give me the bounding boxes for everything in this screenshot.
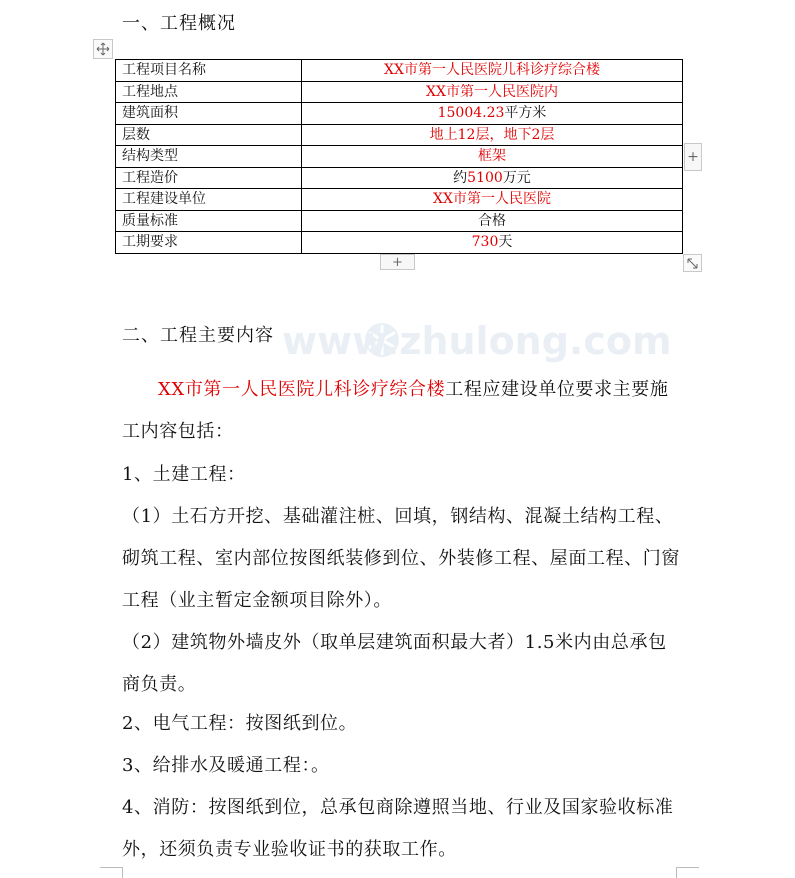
row-label: 建筑面积: [116, 103, 302, 125]
watermark-text: www.zhulong.com: [282, 319, 672, 363]
row-value: [302, 232, 683, 254]
table-row: [116, 146, 683, 168]
table-row: [116, 124, 683, 146]
table-move-handle[interactable]: [93, 39, 113, 59]
row-value: 合格: [302, 210, 683, 232]
row-label: 工程地点: [116, 81, 302, 103]
table-row: [116, 81, 683, 103]
row-value: 框架: [302, 146, 683, 168]
row-label: 层数: [116, 124, 302, 146]
item-civil-sub2: （2）建筑物外墙皮外（取单层建筑面积最大者）1.5米内由总承包商负责。: [122, 632, 667, 695]
plus-icon: +: [392, 254, 403, 270]
row-label: 工程造价: [116, 167, 302, 189]
table-row: [116, 210, 683, 232]
item-fire: 4、消防：按图纸到位，总承包商除遵照当地、行业及国家验收标准外，还须负责专业验收证书的获取工作。: [122, 797, 674, 860]
resize-icon: [686, 257, 699, 270]
move-icon: [96, 42, 110, 56]
table-row: [116, 167, 683, 189]
table-row: [116, 232, 683, 254]
table-row: [116, 60, 683, 82]
add-column-button[interactable]: [684, 143, 702, 171]
table-row: [116, 189, 683, 211]
row-value: [302, 167, 683, 189]
row-value: 地上12层，地下2层: [302, 124, 683, 146]
item-plumbing-hvac: 3、给排水及暖通工程：。: [122, 755, 330, 776]
row-value: XX市第一人民医院内: [302, 81, 683, 103]
area-number: 15004.23: [437, 105, 505, 122]
page-margin-mark-right: [676, 867, 699, 878]
project-overview-table: [115, 59, 683, 254]
watermark: [282, 318, 672, 366]
duration-unit: 天: [498, 234, 513, 251]
item-civil: 1、土建工程：: [122, 464, 246, 485]
row-value: XX市第一人民医院: [302, 189, 683, 211]
table-row: [116, 103, 683, 125]
row-label: 工程建设单位: [116, 189, 302, 211]
row-label: 工程项目名称: [116, 60, 302, 82]
cost-prefix: 约: [453, 169, 468, 186]
item-electrical: 2、电气工程：按图纸到位。: [122, 713, 358, 734]
row-label: 结构类型: [116, 146, 302, 168]
row-label: 工期要求: [116, 232, 302, 254]
intro-text: 工程应建设单位要求主要施工内容包括：: [122, 379, 669, 442]
add-row-button[interactable]: [380, 254, 415, 270]
cost-number: 5100: [467, 169, 503, 186]
cost-unit: 万元: [502, 169, 531, 186]
table-resize-handle[interactable]: [683, 254, 702, 272]
page-margin-mark-left: [100, 867, 123, 878]
duration-number: 730: [471, 234, 499, 251]
area-unit: 平方米: [504, 105, 547, 122]
row-value: XX市第一人民医院儿科诊疗综合楼: [302, 60, 683, 82]
row-label: 质量标准: [116, 210, 302, 232]
plus-icon: +: [687, 149, 699, 165]
item-civil-sub1: （1）土石方开挖、基础灌注桩、回填，钢结构、混凝土结构工程、砌筑工程、室内部位按图纸装修到位、外装修工程、屋面工程、门窗工程（业主暂定金额项目除外）。: [122, 506, 680, 611]
intro-paragraph: [122, 369, 682, 453]
section-heading-main-content: 二、工程主要内容: [122, 325, 274, 346]
section-heading-overview: 一、工程概况: [122, 13, 236, 34]
project-name: XX市第一人民医院儿科诊疗综合楼: [158, 379, 446, 400]
row-value: [302, 103, 683, 125]
